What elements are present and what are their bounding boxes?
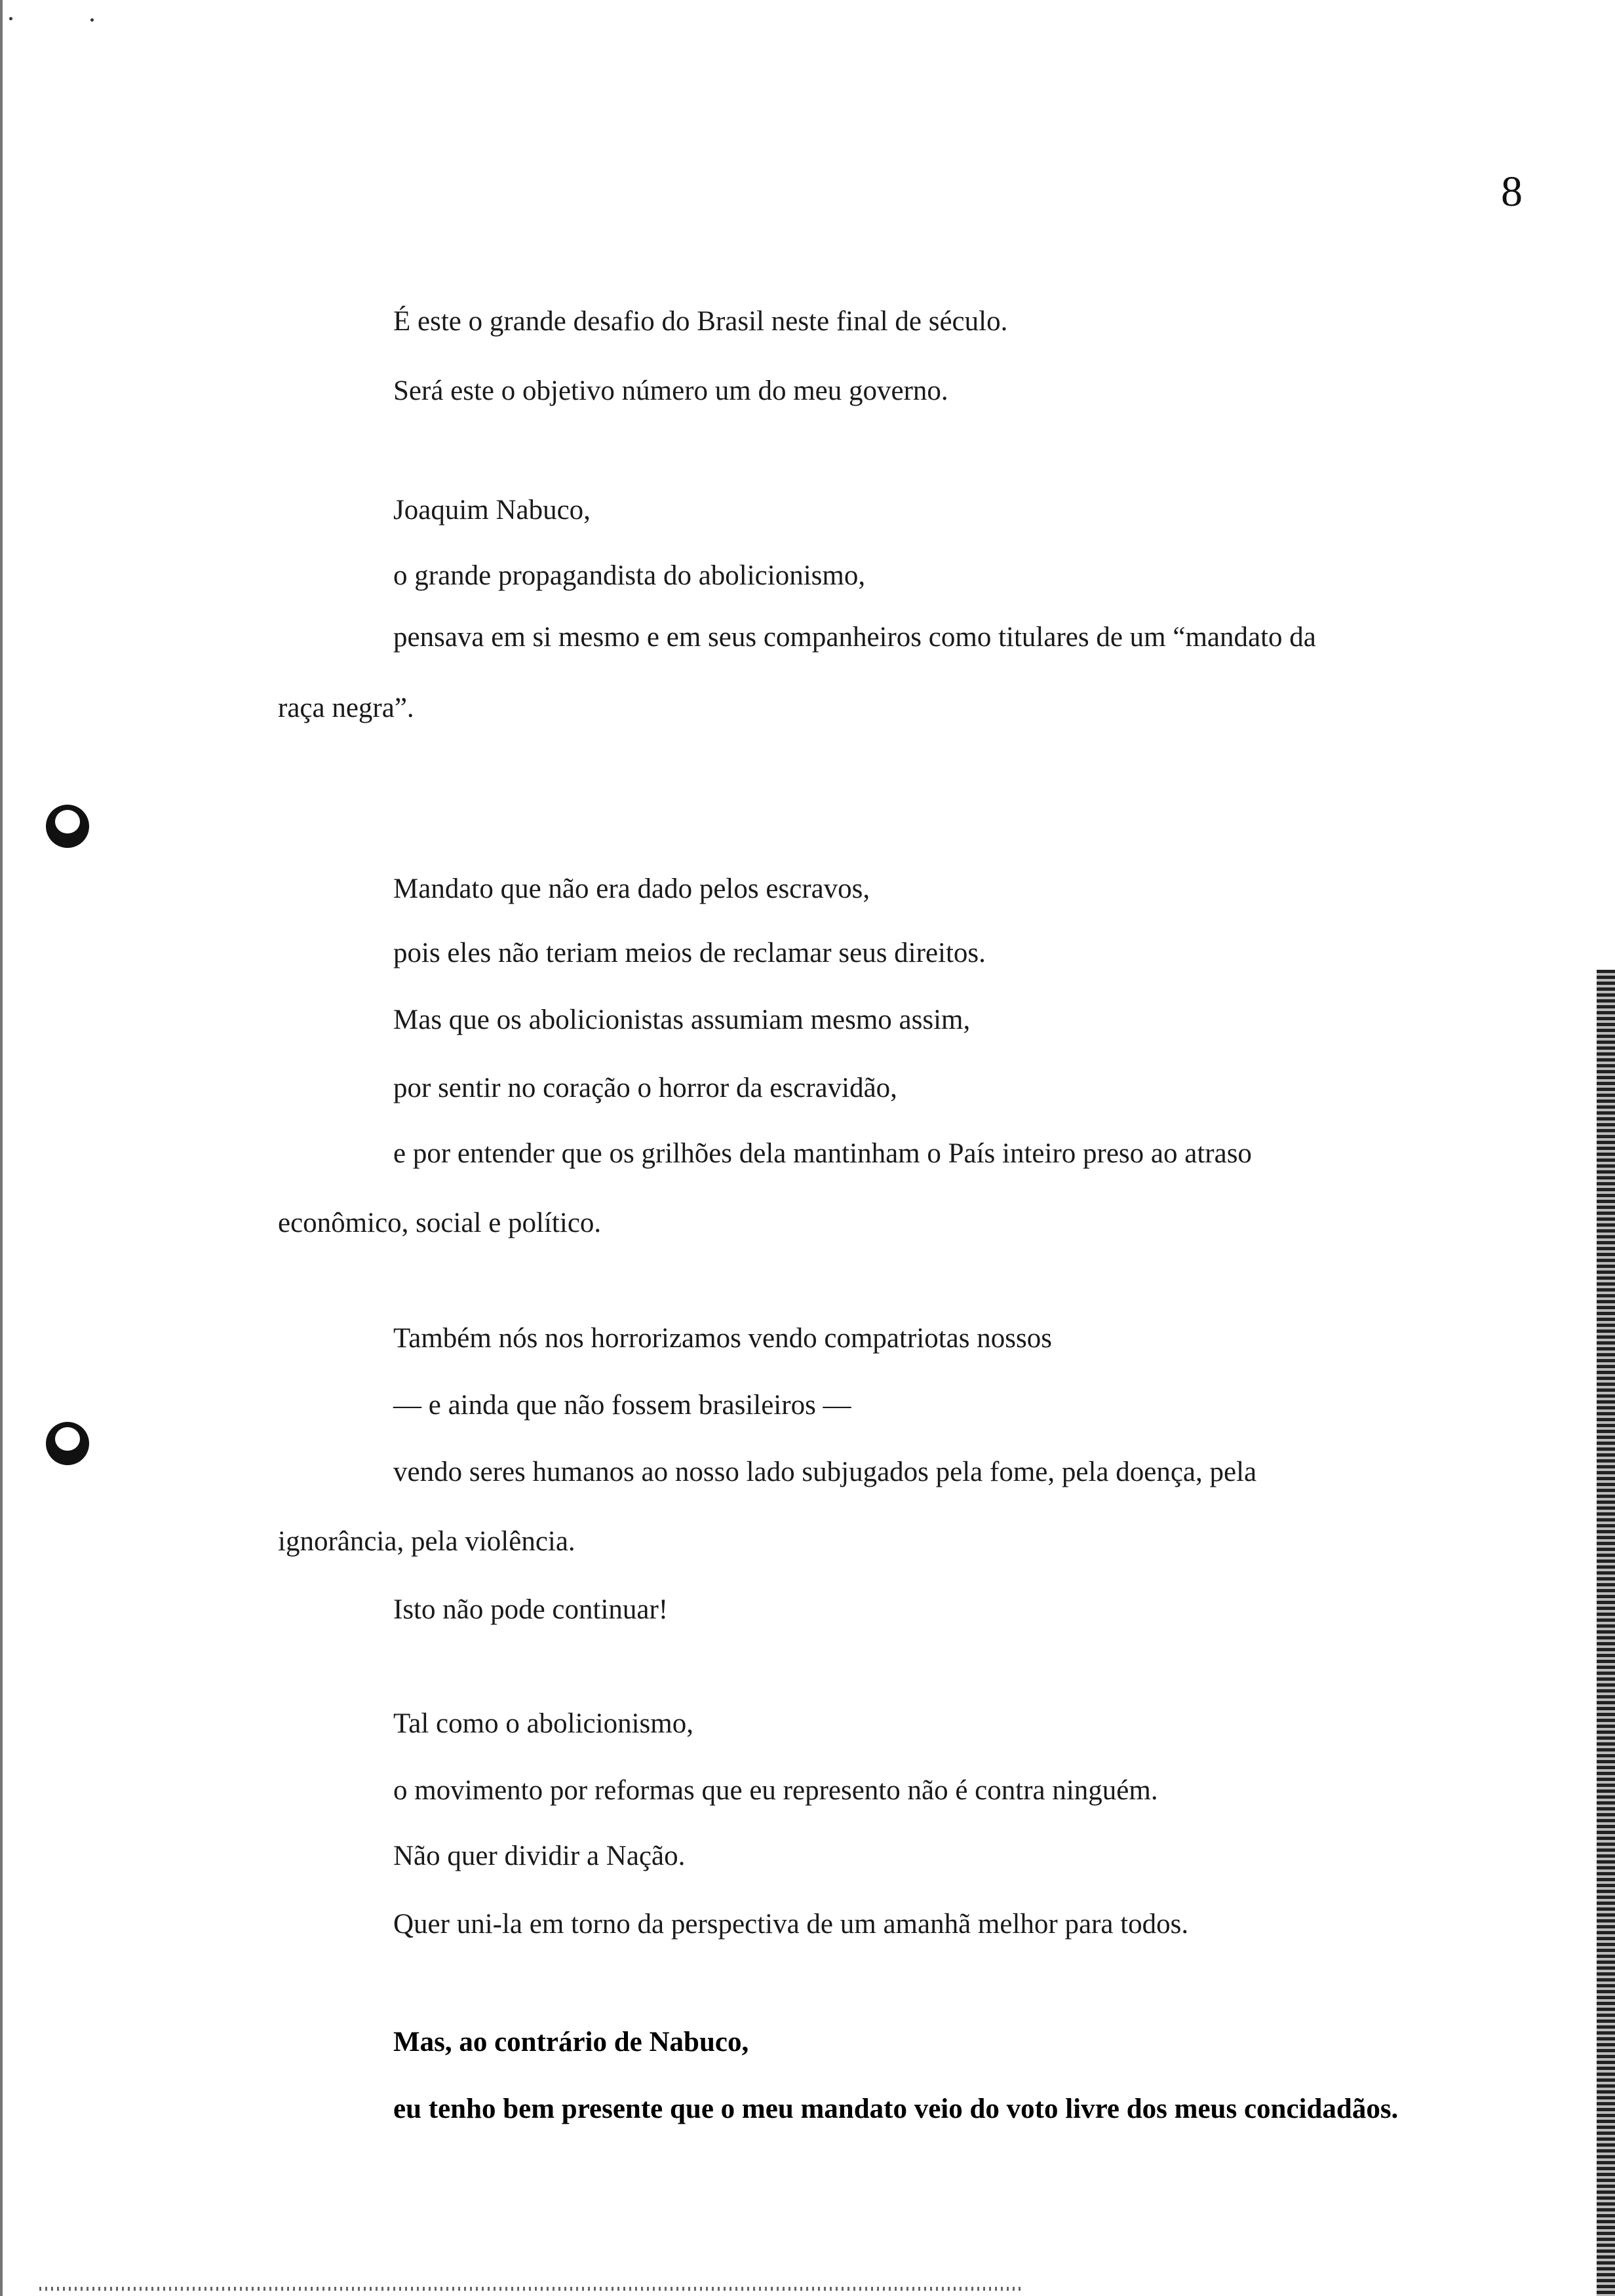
text-line: econômico, social e político.: [278, 1208, 602, 1238]
page-left-edge: [0, 0, 3, 2296]
text-line: Mas que os abolicionistas assumiam mesmo assim,: [393, 1004, 971, 1035]
text-line: o grande propagandista do abolicionismo,: [393, 560, 866, 591]
text-line: e por entender que os grilhões dela mantinham o País inteiro preso ao atraso: [393, 1138, 1252, 1169]
text-line: Joaquim Nabuco,: [393, 495, 591, 526]
scan-speck: [90, 18, 94, 22]
text-line: Não quer dividir a Nação.: [393, 1841, 686, 1871]
text-line: Mas, ao contrário de Nabuco,: [393, 2027, 749, 2057]
text-line: por sentir no coração o horror da escravidão,: [393, 1073, 897, 1103]
page-bottom-edge: [39, 2287, 1022, 2291]
text-line: Também nós nos horrorizamos vendo compatriotas nossos: [393, 1323, 1052, 1354]
page-right-edge: [1597, 970, 1615, 2296]
text-line: Isto não pode continuar!: [393, 1594, 669, 1625]
text-line: pois eles não teriam meios de reclamar seus direitos.: [393, 938, 986, 968]
text-line: pensava em si mesmo e em seus companheiros como titulares de um “mandato da: [393, 622, 1316, 653]
text-line: Quer uni-la em torno da perspectiva de um amanhã melhor para todos.: [393, 1909, 1189, 1940]
text-line: É este o grande desafio do Brasil neste final de século.: [393, 306, 1008, 337]
text-line: eu tenho bem presente que o meu mandato veio do voto livre dos meus concidadãos.: [393, 2094, 1399, 2124]
punch-hole-icon: [46, 1422, 89, 1465]
text-line: raça negra”.: [278, 693, 414, 723]
text-line: o movimento por reformas que eu represento não é contra ninguém.: [393, 1775, 1158, 1806]
text-line: Tal como o abolicionismo,: [393, 1708, 693, 1739]
scan-speck: [9, 17, 12, 20]
text-line: — e ainda que não fossem brasileiros —: [393, 1390, 851, 1421]
text-line: Mandato que não era dado pelos escravos,: [393, 873, 870, 904]
text-line: Será este o objetivo número um do meu governo.: [393, 375, 948, 406]
text-line: ignorância, pela violência.: [278, 1526, 575, 1557]
page-number: 8: [1501, 168, 1523, 216]
text-line: vendo seres humanos ao nosso lado subjugados pela fome, pela doença, pela: [393, 1457, 1257, 1487]
punch-hole-icon: [46, 805, 89, 848]
